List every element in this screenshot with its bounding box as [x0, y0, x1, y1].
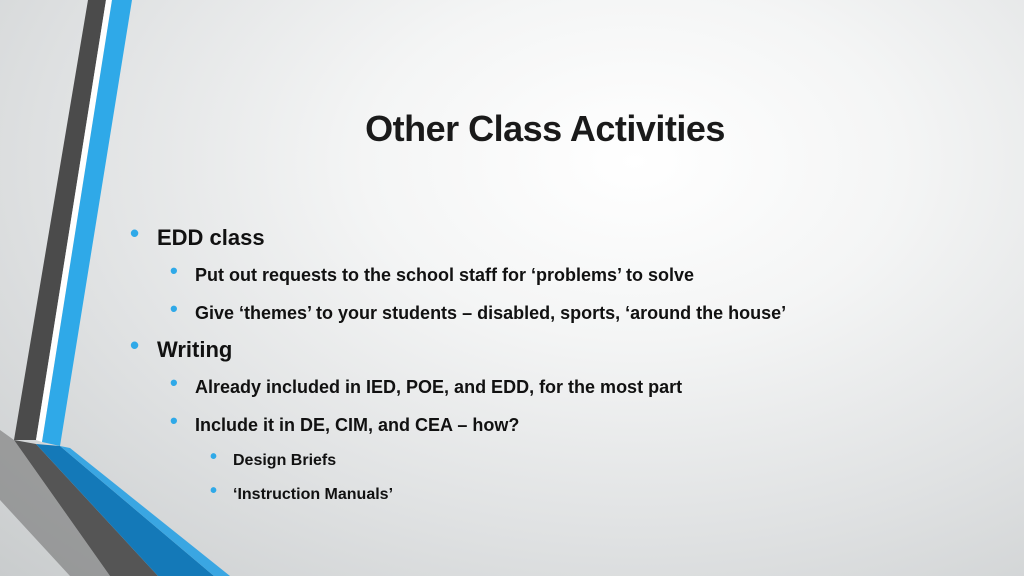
- bullet-level3: [130, 444, 990, 478]
- bullet-level2: [130, 256, 990, 294]
- bullet-level1: [130, 220, 990, 256]
- bullet-level1: [130, 332, 990, 368]
- bullet-list: [130, 220, 990, 512]
- bullet-dot-icon: •: [170, 370, 178, 395]
- bullet-text: ‘Instruction Manuals’: [233, 486, 394, 503]
- bullet-text: Give ‘themes’ to your students – disabled, sports, ‘around the house’: [195, 303, 787, 323]
- slide-title: Other Class Activities: [365, 108, 725, 149]
- bullet-text: Put out requests to the school staff for ‘problems’ to solve: [195, 265, 695, 285]
- bullet-dot-icon: •: [130, 330, 140, 360]
- bullet-dot-icon: •: [170, 258, 178, 283]
- bullet-dot-icon: •: [130, 218, 140, 248]
- bullet-dot-icon: •: [170, 408, 178, 433]
- white-stripe-upper: [36, 0, 112, 442]
- bullet-text: EDD class: [157, 225, 265, 250]
- bullet-level2: [130, 294, 990, 332]
- bullet-text: Include it in DE, CIM, and CEA – how?: [195, 415, 520, 435]
- bullet-text: Writing: [157, 337, 233, 362]
- bullet-text: Design Briefs: [233, 452, 337, 469]
- bullet-level2: [130, 368, 990, 406]
- bullet-dot-icon: •: [210, 446, 218, 468]
- bullet-text: Already included in IED, POE, and EDD, for the most part: [195, 377, 683, 397]
- bullet-dot-icon: •: [170, 296, 178, 321]
- bullet-level2: [130, 406, 990, 444]
- bullet-level3: [130, 478, 990, 512]
- bullet-dot-icon: •: [210, 480, 218, 502]
